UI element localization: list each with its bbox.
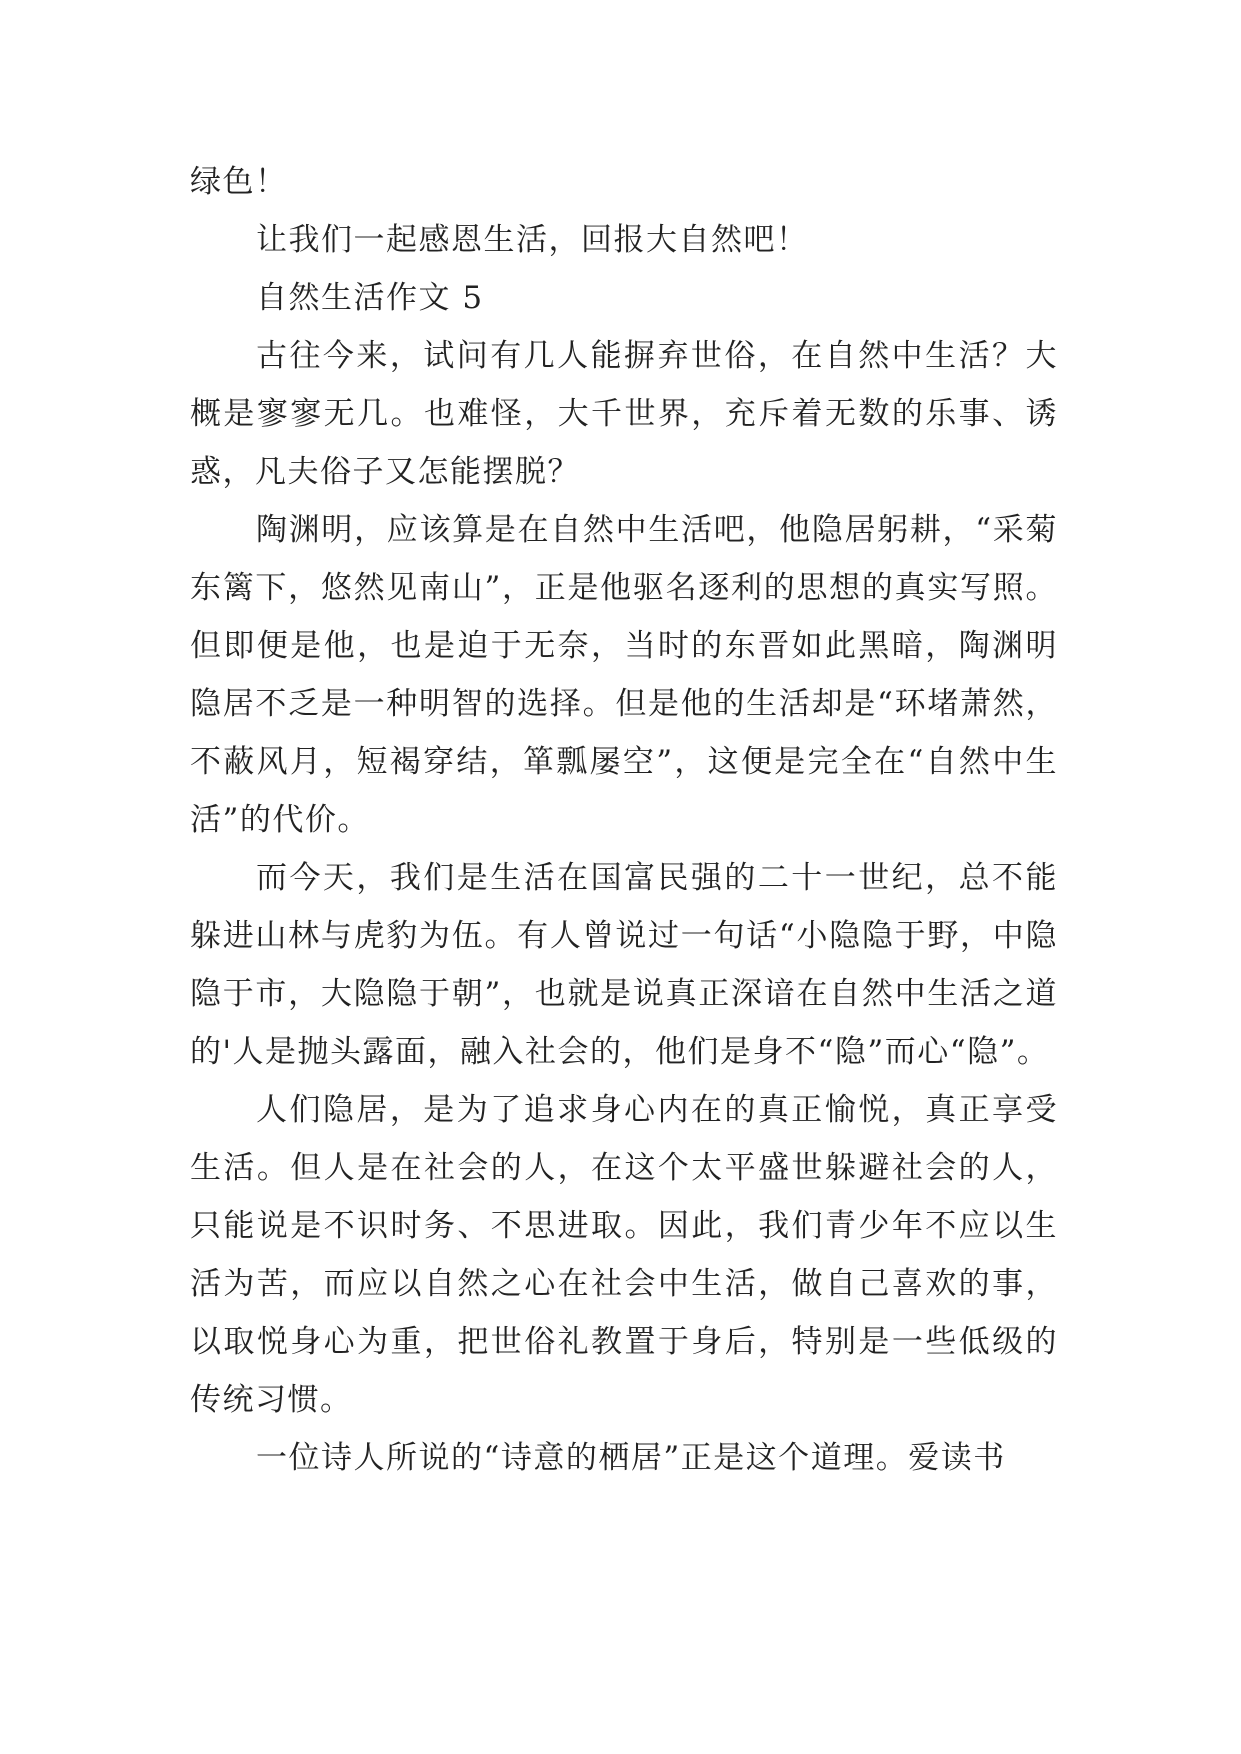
paragraph-7: 一位诗人所说的“诗意的栖居”正是这个道理。爱读书	[256, 1440, 1006, 1476]
paragraph-4: 陶渊明，应该算是在自然中生活吧，他隐居躬耕，“采菊东篱下，悠然见南山”，正是他驱名逐利的思想的真实写照。但即便是他，也是迫于无奈，当时的东晋如此黑暗，陶渊明隐居不乏是一种明智的选择。但是他的生活却是“环堵萧然，不蔽风月，短褐穿结，箪瓢屡空”，这便是完全在“自然中生活”的代价。	[190, 512, 1058, 838]
paragraph-6: 人们隐居，是为了追求身心内在的真正愉悦，真正享受生活。但人是在社会的人，在这个太平盛世躲避社会的人，只能说是不识时务、不思进取。因此，我们青少年不应以生活为苦，而应以自然之心在社会中生活，做自己喜欢的事，以取悦身心为重，把世俗礼教置于身后，特别是一些低级的传统习惯。	[190, 1092, 1058, 1418]
paragraph-2: 让我们一起感恩生活，回报大自然吧！	[256, 222, 809, 258]
paragraph-1: 绿色！	[190, 164, 288, 200]
paragraph-5: 而今天，我们是生活在国富民强的二十一世纪，总不能躲进山林与虎豹为伍。有人曾说过一句话“小隐隐于野，中隐隐于市，大隐隐于朝”，也就是说真正深谙在自然中生活之道的'人是抛头露面，融入社会的，他们是身不“隐”而心“隐”。	[190, 860, 1058, 1070]
document-body	[190, 153, 1058, 1487]
section-heading: 自然生活作文 5	[256, 280, 484, 316]
paragraph-3: 古往今来，试问有几人能摒弃世俗，在自然中生活？大概是寥寥无几。也难怪，大千世界，充斥着无数的乐事、诱惑，凡夫俗子又怎能摆脱？	[190, 338, 1058, 490]
